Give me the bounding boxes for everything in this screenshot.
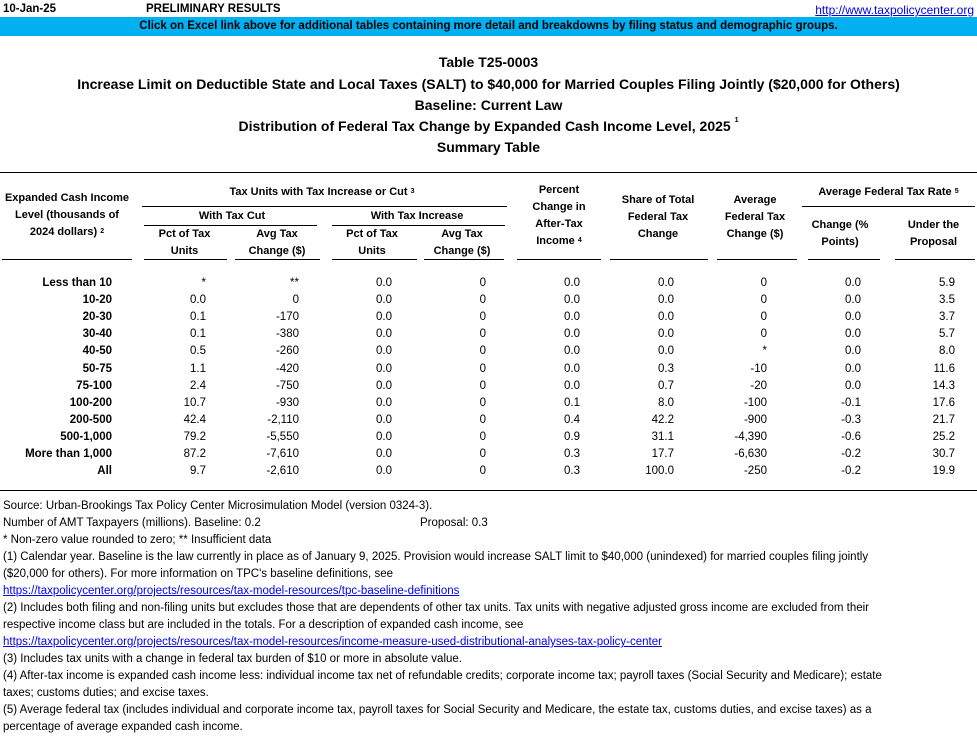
col-inc-avg-line2: Change ($) (433, 245, 491, 257)
col-inc-pct-line2: Units (358, 245, 386, 257)
avg-change-cell: 0 (760, 277, 767, 289)
title-footnote-ref: 1 (734, 117, 739, 124)
table-bottom-rule (0, 490, 977, 491)
status-label: PRELIMINARY RESULTS (146, 3, 281, 15)
avg-change-cell: 0 (760, 294, 767, 307)
footnote-2-line1: (2) Includes both filing and non-filing units but excludes those that are dependents of other tax units. Tax units with negative adjusted gross income are excluded from their (3, 602, 869, 614)
table-row (0, 397, 977, 414)
income-level-cell: 40-50 (82, 345, 112, 358)
header-top-rule (0, 172, 977, 173)
col-income-line3 (2, 224, 132, 241)
rate-change-cell: 0.0 (845, 328, 861, 341)
inc-pct-cell: 0.0 (376, 362, 392, 375)
cut-avg-cell: -930 (275, 396, 299, 409)
tax-units-rule (142, 206, 507, 207)
cut-avg-cell: -7,610 (266, 448, 299, 460)
cut-avg-cell: -5,550 (266, 430, 299, 443)
avg-rate-group-text: Average Federal Tax Rate (818, 186, 952, 198)
table-row (0, 380, 977, 397)
distribution-title-text: Distribution of Federal Tax Change by Expanded Cash Income Level, 2025 (238, 118, 731, 134)
cut-avg-cell: -750 (275, 379, 299, 392)
rate-change-cell: -0.2 (841, 465, 861, 478)
avg-change-cell: -4,390 (734, 430, 767, 443)
inc-pct-cell: 0.0 (376, 465, 392, 478)
rate-change-cell: -0.3 (841, 413, 861, 426)
col-pct-after-tax-line4-text: Income (536, 235, 575, 247)
share-cell: 31.1 (651, 430, 674, 443)
cut-avg-cell: -2,610 (266, 465, 299, 478)
col-pct-after-tax (517, 182, 601, 250)
tax-units-group-text: Tax Units with Tax Increase or Cut (229, 186, 408, 198)
cut-pct-cell: 0.0 (190, 294, 206, 307)
income-level-cell: 30-40 (82, 328, 112, 341)
cut-pct-cell: 87.2 (183, 448, 206, 460)
col-group-with-increase: With Tax Increase (370, 210, 464, 222)
after-tax-footnote-ref: 4 (577, 237, 582, 244)
col-inc-avg-line1: Avg Tax (441, 228, 483, 240)
inc-avg-cell: 0 (479, 311, 486, 324)
pct-income-cell: 0.3 (564, 465, 580, 478)
rate-change-cell: 0.0 (845, 277, 861, 289)
pct-income-cell: 0.0 (564, 277, 580, 289)
table-row (0, 277, 977, 294)
table-row (0, 414, 977, 431)
col-avg-fed-line3: Change ($) (726, 228, 784, 240)
inc-avg-cell: 0 (479, 413, 486, 426)
table-row (0, 345, 977, 362)
col-cut-pct-line2: Units (170, 245, 199, 257)
rule-rate-under (895, 259, 975, 260)
col-cut-avg-line1: Avg Tax (256, 228, 298, 240)
pct-income-cell: 0.9 (564, 430, 580, 443)
table-row (0, 311, 977, 328)
footnote-4-line2: taxes; customs duties; and excise taxes. (3, 687, 209, 699)
col-inc-pct-line1: Pct of Tax (346, 228, 398, 240)
inc-avg-cell: 0 (479, 396, 486, 409)
pct-income-cell: 0.0 (564, 345, 580, 358)
rate-under-cell: 17.6 (932, 396, 955, 409)
avg-rate-footnote-ref: 5 (954, 188, 959, 195)
inc-avg-cell: 0 (479, 379, 486, 392)
rate-under-cell: 14.3 (932, 379, 955, 392)
inc-avg-cell: 0 (479, 430, 486, 443)
symbols-note: * Non-zero value rounded to zero; ** Insufficient data (3, 534, 272, 546)
col-avg-fed-line2: Federal Tax (724, 211, 786, 223)
summary-title: Summary Table (436, 139, 541, 155)
col-inc-pct (327, 226, 417, 260)
excel-banner: Click on Excel link above for additional tables containing more detail and breakdowns by filing status and demographic groups. (0, 17, 977, 36)
distribution-title (0, 118, 977, 134)
pct-income-cell: 0.3 (564, 448, 580, 460)
income-level-cell: 20-30 (82, 311, 112, 324)
inc-avg-cell: 0 (479, 277, 486, 289)
inc-pct-cell: 0.0 (376, 345, 392, 358)
table-number: Table T25-0003 (438, 54, 539, 70)
inc-pct-cell: 0.0 (376, 396, 392, 409)
rate-under-cell: 3.7 (939, 311, 955, 324)
tax-units-footnote-ref: 3 (410, 188, 415, 195)
table-row (0, 431, 977, 448)
cut-avg-cell: ** (290, 277, 299, 289)
inc-avg-cell: 0 (479, 362, 486, 375)
income-measure-link[interactable]: https://taxpolicycenter.org/projects/resources/tax-model-resources/income-measure-used-distributional-analyses-tax-policy-center (3, 636, 662, 648)
inc-pct-cell: 0.0 (376, 328, 392, 341)
rate-change-cell: 0.0 (845, 379, 861, 392)
rate-under-cell: 19.9 (932, 465, 955, 478)
pct-income-cell: 0.1 (564, 396, 580, 409)
rate-under-cell: 30.7 (932, 448, 955, 460)
baseline-title: Baseline: Current Law (414, 97, 563, 113)
footnote-5-line2: percentage of average expanded cash income. (3, 721, 243, 733)
share-cell: 0.0 (658, 345, 674, 358)
avg-change-cell: -250 (743, 465, 767, 478)
col-income-level (2, 190, 132, 241)
col-cut-avg (232, 226, 322, 260)
avg-change-cell: * (762, 345, 767, 358)
footnote-4-line1: (4) After-tax income is expanded cash income less: individual income tax net of refundable credits; corporate income tax; payroll taxes (Social Security and Medicare); estate (3, 670, 882, 682)
table-row (0, 448, 977, 465)
income-footnote-ref: 2 (100, 228, 105, 235)
col-income-line1: Expanded Cash Income (4, 192, 130, 204)
cut-pct-cell: 0.5 (190, 345, 206, 358)
rate-change-cell: -0.6 (841, 430, 861, 443)
inc-pct-cell: 0.0 (376, 311, 392, 324)
cut-avg-cell: -170 (275, 311, 299, 324)
col-group-tax-units (142, 184, 502, 201)
cut-pct-cell: 0.1 (190, 311, 206, 324)
inc-pct-cell: 0.0 (376, 430, 392, 443)
col-rate-under-line1: Under the (907, 219, 960, 231)
col-pct-after-tax-line2: Change in (532, 201, 586, 213)
rule-share (610, 259, 708, 260)
pct-income-cell: 0.0 (564, 294, 580, 307)
cut-avg-cell: -260 (275, 345, 299, 358)
col-pct-after-tax-line1: Percent (538, 184, 580, 196)
rate-under-cell: 11.6 (933, 362, 955, 375)
rule-inc-avg (424, 259, 504, 260)
table-row (0, 328, 977, 345)
pct-income-cell: 0.0 (564, 362, 580, 375)
cut-pct-cell: * (201, 277, 206, 289)
avg-change-cell: -10 (750, 362, 767, 375)
inc-avg-cell: 0 (479, 328, 486, 341)
share-cell: 42.2 (651, 413, 674, 426)
share-cell: 0.0 (658, 294, 674, 307)
share-cell: 0.0 (658, 277, 674, 289)
inc-pct-cell: 0.0 (376, 294, 392, 307)
col-cut-avg-line2: Change ($) (248, 245, 306, 257)
report-date: 10-Jan-25 (3, 3, 57, 15)
cut-avg-cell: -2,110 (267, 413, 299, 426)
share-cell: 8.0 (658, 396, 674, 409)
cut-pct-cell: 2.4 (190, 379, 206, 392)
income-level-cell: 75-100 (76, 379, 112, 392)
cut-avg-cell: -380 (275, 328, 299, 341)
col-share-total (608, 192, 708, 243)
rule-pct-after-tax (517, 259, 601, 260)
col-pct-after-tax-line3: After-Tax (535, 218, 583, 230)
col-rate-change (800, 217, 880, 251)
income-level-cell: All (97, 465, 112, 478)
col-inc-avg (417, 226, 507, 260)
pct-income-cell: 0.0 (564, 379, 580, 392)
col-pct-after-tax-line4 (517, 233, 601, 250)
rule-cut-pct (144, 259, 227, 260)
col-rate-under-line2: Proposal (909, 236, 958, 248)
cut-pct-cell: 79.2 (183, 430, 206, 443)
income-level-cell: Less than 10 (42, 277, 112, 289)
income-level-cell: 50-75 (82, 362, 112, 375)
col-rate-under (890, 217, 977, 251)
col-share-line3: Change (637, 228, 679, 240)
rate-under-cell: 5.9 (939, 277, 955, 289)
rate-change-cell: 0.0 (845, 294, 861, 307)
rate-under-cell: 8.0 (939, 345, 955, 358)
inc-avg-cell: 0 (479, 345, 486, 358)
rate-change-cell: 0.0 (845, 345, 861, 358)
rule-avg-fed (717, 259, 797, 260)
rule-income (2, 259, 132, 260)
footnote-3: (3) Includes tax units with a change in federal tax burden of $10 or more in absolute value. (3, 653, 462, 665)
rate-under-cell: 5.7 (939, 328, 955, 341)
source-note: Source: Urban-Brookings Tax Policy Center Microsimulation Model (version 0324-3). (3, 500, 433, 512)
inc-avg-cell: 0 (479, 465, 486, 478)
footnote-1-link-row (3, 583, 459, 600)
cut-avg-cell: -420 (275, 362, 299, 375)
rate-under-cell: 21.7 (932, 413, 955, 426)
rate-change-cell: -0.1 (841, 396, 861, 409)
col-avg-fed-line1: Average (733, 194, 777, 206)
avg-change-cell: -100 (743, 396, 767, 409)
footnote-2-link-row (3, 634, 662, 651)
avg-change-cell: -900 (743, 413, 767, 426)
rate-under-cell: 3.5 (939, 294, 955, 307)
share-cell: 17.7 (651, 448, 674, 460)
footnote-1-line2: ($20,000 for others). For more information on TPC's baseline definitions, see (3, 568, 393, 580)
share-cell: 0.0 (658, 328, 674, 341)
avg-change-cell: -6,630 (734, 448, 767, 460)
table-title: Increase Limit on Deductible State and Local Taxes (SALT) to $40,000 for Married Couples Filing Jointly ($20,000 for Others) (77, 76, 900, 92)
footnote-5-line1: (5) Average federal tax (includes individual and corporate income tax, payroll taxes for Social Security and Medicare, the estate tax, customs duties, and excise taxes) as a (3, 704, 872, 716)
col-rate-change-line1: Change (% (811, 219, 869, 231)
col-avg-fed-change (710, 192, 800, 243)
cut-pct-cell: 42.4 (183, 413, 206, 426)
col-cut-pct (142, 226, 227, 260)
income-level-cell: More than 1,000 (25, 448, 112, 460)
inc-avg-cell: 0 (479, 448, 486, 460)
inc-avg-cell: 0 (479, 294, 486, 307)
col-cut-pct-line1: Pct of Tax (158, 228, 211, 240)
inc-pct-cell: 0.0 (376, 448, 392, 460)
footnote-1-line1: (1) Calendar year. Baseline is the law currently in place as of January 9, 2025. Provision would increase SALT limit to $40,000 (unindexed) for married couples filing jointly (3, 551, 869, 563)
amt-baseline-note: Number of AMT Taxpayers (millions). Baseline: 0.2 (3, 517, 261, 529)
footnote-2-line2: respective income class but are included in the totals. For a description of expanded cash income, see (3, 619, 524, 631)
col-group-with-cut: With Tax Cut (198, 210, 266, 222)
pct-income-cell: 0.0 (564, 328, 580, 341)
table-row (0, 465, 977, 482)
inc-pct-cell: 0.0 (376, 379, 392, 392)
col-income-line2: Level (thousands of (15, 209, 119, 221)
cut-avg-cell: 0 (292, 294, 299, 307)
share-cell: 100.0 (645, 465, 674, 478)
share-cell: 0.3 (658, 362, 674, 375)
amt-proposal-note: Proposal: 0.3 (420, 517, 488, 529)
inc-pct-cell: 0.0 (376, 277, 392, 289)
income-level-cell: 200-500 (69, 413, 112, 426)
col-group-avg-rate (800, 184, 977, 201)
col-share-line1: Share of Total (621, 194, 695, 206)
cut-pct-cell: 0.1 (190, 328, 206, 341)
avg-change-cell: 0 (760, 328, 767, 341)
avg-change-cell: -20 (750, 379, 767, 392)
avg-change-cell: 0 (760, 311, 767, 324)
share-cell: 0.0 (658, 311, 674, 324)
col-share-line2: Federal Tax (627, 211, 689, 223)
table-row (0, 363, 977, 380)
income-level-cell: 500-1,000 (60, 430, 112, 443)
cut-pct-cell: 1.1 (190, 362, 206, 375)
baseline-definitions-link[interactable]: https://taxpolicycenter.org/projects/resources/tax-model-resources/tpc-baseline-definitions (3, 585, 460, 597)
share-cell: 0.7 (658, 379, 674, 392)
cut-pct-cell: 9.7 (190, 465, 206, 478)
income-level-cell: 10-20 (82, 294, 112, 307)
rule-rate-change (808, 259, 880, 260)
rate-change-cell: 0.0 (845, 362, 861, 375)
pct-income-cell: 0.4 (564, 413, 580, 426)
cut-pct-cell: 10.7 (183, 396, 206, 409)
table-row (0, 294, 977, 311)
rate-change-cell: 0.0 (845, 311, 861, 324)
rule-inc-pct (332, 259, 417, 260)
tpc-website-link[interactable]: http://www.taxpolicycenter.org (815, 3, 974, 17)
income-level-cell: 100-200 (69, 396, 112, 409)
inc-pct-cell: 0.0 (376, 413, 392, 426)
col-rate-change-line2: Points) (821, 236, 859, 248)
col-income-line3-text: 2024 dollars) (29, 226, 98, 238)
rate-under-cell: 25.2 (932, 430, 955, 443)
pct-income-cell: 0.0 (564, 311, 580, 324)
avg-rate-rule (802, 206, 975, 207)
rule-cut-avg (235, 259, 320, 260)
rate-change-cell: -0.2 (841, 448, 861, 460)
